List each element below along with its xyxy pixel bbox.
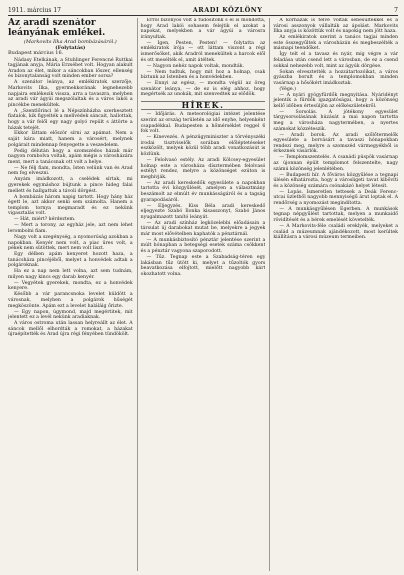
page-header — [8, 6, 398, 16]
article-paragraph: Így telt el a tavasz és nyár, míg végre a vár feladása után csend lett a városban, de ez a csend sokkal nehezebb volt, mint az ágyúk dörgése. — [273, 52, 399, 69]
news-item: — Sorsolás. A jótékony egyesület tárgysorsolásának húzását a mai napon tartotta meg a városháza nagytermében, a nyertes számokat közzéteszik. — [273, 109, 399, 132]
issue-date: 1911. március 17 — [8, 7, 61, 14]
news-item: — A nyári gyógyfürdők megnyitása. Nyáridényt jelentik a fürdők igazgatóságai, hogy a közönség kellő időben értesüljön az előkészületekről. — [273, 92, 399, 109]
news-item: — A munkásgyűlésen Egerben. A munkások tegnap népgyűlést tartottak, melyen a munkaidő rövidítését és a bérek emelését követelték. — [273, 206, 399, 224]
news-item: — Lopás. Ismeretlen tettesek a Deák Ferenc-utcai üzletből nagyobb mennyiségű árut loptak el. A rendőrség a nyomozást megindította. — [273, 189, 399, 206]
article-byline: (Folytatás) — [55, 45, 86, 51]
news-section-title: HÍREK. — [141, 101, 266, 111]
column-2 — [137, 18, 266, 571]
article-paragraph: — Mert a torony, az egyház jele, azt nem lehet lerombolni fiam. — [8, 223, 133, 234]
article-paragraph: — Egy napon, úgymond, majd megértitek, mit jelentett ez a levél nekünk aradiaknak. — [8, 309, 133, 321]
article-paragraph: A város ostroma után lassan helyreállt az élet. A sáncok mellől elhordták a romokat, a házakat újraépítették és Arad újra régi fényében tündökölt. — [8, 321, 133, 338]
newspaper-page — [8, 6, 398, 571]
article-paragraph: — Hát, miért? kérdeztem. — [14, 217, 76, 223]
article-paragraph: A kórházak is telve voltak sebesültekkel és a városi asszonyok vállalták az ápolást. Markovits Ilka anyja is közöttük volt és napokig nem jött haza. — [273, 18, 399, 35]
article-subtitle: (Markovits Ilka Arad bombázásáról.) — [23, 39, 117, 45]
article-dateline: Budapest március 16. — [8, 50, 64, 56]
article-paragraph: A szenátor leánya, az emlékiratok szerzője, Markovits Ilka, gyermekkorának legnehezebb napjaira emlékezik vissza, arra a tavaszra, melyben az aradi vár ágyúi megszólaltak és a város lakói a pincékbe menekültek. — [8, 80, 133, 108]
article-paragraph: Később a vár parancsnoka levelet küldött a városnak, melyben a polgárok hűségét megköszönte. Apám ezt a levelet haláláig őrizte. — [8, 292, 133, 309]
article-paragraph: — Vegyétek gyerekek, mondta, ez a honvédek kenyere. — [8, 280, 133, 292]
article-paragraph: Ha ez a nap nem lett volna, azt sem tudnám, milyen nagy kincs egy darab kenyér. — [8, 269, 133, 280]
news-item: — A munkásbiztosító pénztár jelentése szerint a múlt hónapban a betegségi esetek száma csökkent és a pénztár vagyona szaporodott. — [140, 237, 266, 255]
news-item: — Az aradi kereskedők egyesülete a napokban tartotta évi közgyűlését, amelyen a választmány beszámolt az elmúlt év munkásságáról és a tagság gyarapodásáról. — [140, 180, 266, 203]
news-item: — Budapesti hír. A főváros közgyűlése a tegnapi ülésén elhatározta, hogy a városligeti tavat kibővíti és a közönség számára csónakázó helyet létesít. — [273, 172, 399, 189]
article-paragraph: A „Szentlőrinci lé a Népszínházba szerkesztett fiatalok, kik figyelték a mellvédek sáncait, hallottak, hogy a vár felől egy nagy golyó repült s áttörte a házak tetejét. — [8, 108, 133, 131]
article-paragraph: — Ne félj fiam, mondta, Isten velünk van és Arad nem fog elveszni. — [8, 165, 133, 177]
news-item: — Kinevezés. A pénzügyminiszter a törvényszéki irodai tisztviselők sorában előléptetéseket eszközölt, melyek közül több aradi vonatkozásút is közlünk. — [140, 135, 266, 158]
article-paragraph: Egy délben apám kenyeret hozott haza, a tanácsháza pincéjéből, melyet a honvédek adtak a polgároknak. — [8, 252, 133, 269]
column-3 — [269, 18, 398, 571]
article-paragraph: A bombázás három napig tartott. Hogy hány ház égett le, azt akkor senki sem számolta. Hanem a templom tornya megmaradt és ez nekünk vigasztalás volt. — [8, 194, 133, 217]
page-number: 7 — [394, 7, 398, 14]
article-paragraph: — Nem tudtuk, hogy mit hoz a holnap, csak bíztunk az Istenben és a honvédekben. — [140, 69, 266, 81]
news-item: — Felolvasó estély. Az aradi Kölcsey-egyesület holnap este a városháza dísztermében felolvasó estélyt rendez, melyre a közönséget ezúton is meghívják. — [140, 158, 266, 180]
column-1 — [8, 18, 133, 571]
news-item: — Eljegyzés. Kiss Béla aradi kereskedő eljegyezte Szabó Ilonka kisasszonyt, Szabó János nyugalmazott tanító leányát. — [140, 203, 266, 220]
newspaper-title: ARADI KÖZLÖNY — [192, 6, 263, 14]
article-paragraph: Ekkor láttam először sírni az apámat. Nem a saját kára miatt, hanem a városért, melynek polgárait mindennap fenyegette a veszedelem. — [8, 131, 133, 148]
news-item: — Templomszentelés. A csanádi püspök vasárnap az újonnan épült templomot felszentelte, nagy számú közönség jelenlétében. — [273, 155, 399, 172]
news-item: — Tűz. Tegnap este a Szabadság-téren egy lakásban tűz ütött ki, melyet a tűzoltók gyors beavatkozása elfojtott, mielőtt nagyobb kárt okozhatott volna. — [140, 255, 266, 277]
article-paragraph: Nagy volt a szegénység, a nyomorúság azokban a napokban. Kenyér nem volt, a piac üres volt, a pékek nem sütöttek, mert nem volt liszt. — [8, 234, 133, 252]
article-title: Az aradi szenátor leányának emlékei. — [8, 18, 106, 38]
article-paragraph: Sokan elvesztették a hozzátartozóikat, a város gyászba borult és a templomokban minden vasárnap a hősökért imádkoztak. — [273, 69, 399, 86]
article-paragraph: Az emlékiratok szerint a tanács tagjai minden este összegyűltek a városházán és megbeszélték a másnapi teendőket. — [273, 35, 399, 52]
article-paragraph: Nádasy Etelkának, a Stuhlinger Ferencné Ruttkai tagjának anyja, Mária Erzsébet volt. Hogyan alakult Aradon az élet, mikor a sáncokban lőszer, ellenség és bizonytalanság volt minden ember sorsa? — [8, 57, 133, 80]
article-paragraph: — Ennyi az egész, — mondta végül az öreg szenátor leánya, — de ez is elég ahhoz, hogy megértsék az unokák, mit szenvedtek az elődök. — [140, 81, 266, 98]
article-paragraph: — Igen, Pesten, Pesten! — folytatta az emlékiratok írója — ott láttam viszont a régi ismerősöket, akik Aradról menekültek a harcok elől és ott mesélték el, amit átéltek. — [140, 40, 266, 63]
article-paragraph: Anyám imádkozott, a cselédek sírtak, mi gyerekek egymáshoz bújtunk a pince hideg falai mellett és hallgattuk a távoli dörgést. — [8, 177, 133, 194]
news-item: — Időjárás. A meteorológiai intézet jelentése szerint az ország területén az idő enyhe, helyenként csapadékkal. Budapesten a hőmérséklet reggel 6 fok volt. — [140, 112, 266, 135]
news-item: — Aradi borok. Az aradi szőlőtermelők egyesülete a borvásárt a tavaszi hónapokban rendezi meg, melyre a szomszéd vármegyékből is érkeznek vásárlók. — [273, 132, 399, 155]
news-item: — A Markovits-féle családi ereklyék, melyeket a család a múzeumnak ajándékozott, most kerültek kiállításra a városi múzeum termeiben. — [273, 224, 399, 241]
news-item: — Az aradi színház legközelebbi előadásain a társulat új darabokat mutat be, melyekre a jegyek már most elővételben kaphatók a pénztárnál. — [140, 220, 266, 237]
article-paragraph: Pedig délután hogy a szomszédos házak már nagyon rombolva voltak, apám mégis a városházára ment, mert a tanácsnak ott volt a helye. — [8, 148, 133, 165]
article-paragraph: — Nagyon nehéz napok voltak, mondták. — [146, 63, 245, 69]
article-paragraph: (Vége.) — [279, 86, 296, 92]
columns — [8, 18, 398, 571]
article-paragraph: Erről bizonyos volt a tudósítónk s el is mondotta, hogy Arad lakói sohasem felejtik el azokat a napokat, melyekben a vár ágyúi a városra irányultak. — [140, 18, 266, 40]
